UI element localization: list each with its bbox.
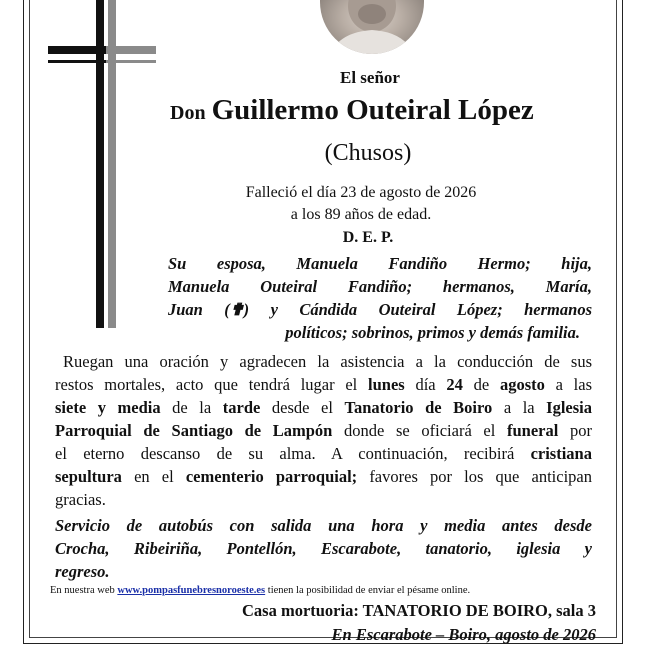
funeral-home: Casa mortuoria: TANATORIO DE BOIRO, sala 3 (241, 601, 596, 620)
deceased-cross-icon: ✟ (229, 300, 244, 319)
bus-notice (55, 514, 592, 583)
family-line: Manuela Outeiral Fandiño; hermanos, María, (168, 277, 592, 296)
place-date: En Escarabote – Boiro, agosto de 2026 (331, 625, 596, 644)
nickname: (Chusos) (324, 140, 412, 166)
death-date: Falleció el día 23 de agosto de 2026 (245, 184, 477, 201)
service-line: Ruegan una oración y agradecen la asistencia a la conducción de sus (63, 352, 592, 371)
bus-line: Crocha, Ribeiriña, Pontellón, Escarabote, tanatorio, iglesia y (55, 539, 592, 558)
service-line: siete y media de la tarde desde el Tanatorio de Boiro a la Iglesia (55, 398, 593, 417)
service-line: el eterno descanso de su alma. A continuación, recibirá cristiana (55, 444, 592, 463)
service-line: gracias. (55, 490, 106, 509)
website-link[interactable]: www.pompasfunebresnoroeste.es (117, 585, 266, 596)
family-list (168, 252, 592, 344)
family-line: Su esposa, Manuela Fandiño Hermo; hija, (168, 254, 592, 273)
service-line: restos mortales, acto que tendrá lugar el lunes día 24 de agosto a las (55, 375, 593, 394)
name-heading (170, 94, 534, 127)
service-line: Parroquial de Santiago de Lampón donde se oficiará el funeral por (55, 421, 592, 440)
bus-line: regreso. (55, 562, 110, 581)
intro-text: El señor (340, 68, 400, 87)
bus-line: Servicio de autobús con salida una hora y media antes desde (55, 516, 592, 535)
death-age: a los 89 años de edad. (290, 206, 432, 223)
deceased-name: Guillermo Outeiral López (211, 94, 534, 126)
rip-text: D. E. P. (342, 229, 394, 246)
family-line: políticos; sobrinos, primos y demás familia. (285, 323, 580, 342)
web-notice: En nuestra web www.pompasfunebresnoroeste.es tienen la posibilidad de enviar el pésame online. (50, 585, 471, 596)
service-line: sepultura en el cementerio parroquial; favores por los que anticipan (55, 467, 592, 486)
family-line: Juan (✟) y Cándida Outeiral López; hermanos (168, 300, 592, 319)
honorific: Don (170, 102, 206, 124)
service-paragraph (55, 350, 592, 511)
